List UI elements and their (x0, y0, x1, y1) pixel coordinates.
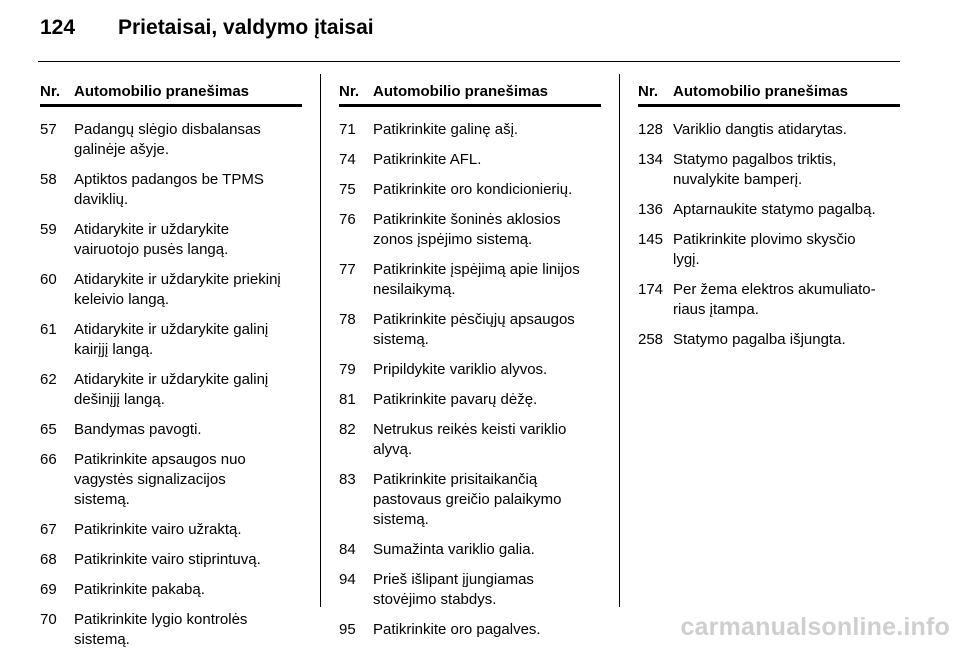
message-number: 67 (40, 521, 57, 538)
column-divider (619, 74, 620, 607)
message-number: 76 (339, 211, 356, 228)
message-line: lygį. (673, 251, 700, 268)
message-line: Patikrinkite apsaugos nuo (74, 451, 246, 468)
table-row (638, 120, 900, 140)
message-text (74, 320, 302, 360)
message-number: 134 (638, 151, 664, 168)
message-text (373, 420, 601, 460)
message-text (673, 280, 900, 320)
table-row (339, 470, 601, 530)
message-line: Aptiktos padangos be TPMS (74, 171, 264, 188)
message-line: zonos įspėjimo sistemą. (373, 231, 533, 248)
message-number: 62 (40, 371, 57, 388)
table-row (638, 150, 900, 190)
table-row (339, 210, 601, 250)
table-row (638, 230, 900, 270)
table-row (40, 450, 302, 510)
message-line: sistemą. (74, 631, 130, 648)
table-row (638, 200, 900, 220)
header-message: Automobilio pranešimas (74, 83, 250, 100)
message-line: Bandymas pavogti. (74, 421, 202, 438)
message-line: sistemą. (373, 331, 429, 348)
table-row (339, 420, 601, 460)
message-number: 61 (40, 321, 57, 338)
message-text (373, 390, 601, 410)
table-row (40, 170, 302, 210)
message-number: 94 (339, 571, 356, 588)
message-line: Patikrinkite pavarų dėžę. (373, 391, 538, 408)
message-line: Patikrinkite vairo stiprintuvą. (74, 551, 261, 568)
message-number: 83 (339, 471, 356, 488)
message-text (673, 200, 900, 220)
table-row (339, 540, 601, 560)
message-line: Variklio dangtis atidarytas. (673, 121, 847, 138)
message-text (74, 550, 302, 570)
message-line: Patikrinkite pakabą. (74, 581, 205, 598)
table-row (40, 420, 302, 440)
message-line: nesilaikymą. (373, 281, 456, 298)
table-row (40, 270, 302, 310)
column-divider (320, 74, 321, 607)
table-row (339, 120, 601, 140)
message-line: sistemą. (74, 491, 130, 508)
message-text (673, 230, 900, 270)
message-text (373, 180, 601, 200)
message-line: Pripildykite variklio alyvos. (373, 361, 548, 378)
header-nr: Nr. (339, 83, 360, 100)
message-line: Patikrinkite pėsčiųjų apsaugos (373, 311, 575, 328)
message-text (373, 310, 601, 350)
table-row (339, 310, 601, 350)
table-header (638, 82, 900, 107)
watermark: carmanualsonline.info (680, 613, 950, 641)
message-line: riaus įtampa. (673, 301, 759, 318)
message-line: Patikrinkite oro pagalves. (373, 621, 541, 638)
message-line: Statymo pagalba išjungta. (673, 331, 846, 348)
header-nr: Nr. (638, 83, 659, 100)
message-number: 136 (638, 201, 664, 218)
table-header (40, 82, 302, 107)
table-row (339, 180, 601, 200)
message-number: 66 (40, 451, 57, 468)
message-number: 70 (40, 611, 57, 628)
message-line: Patikrinkite AFL. (373, 151, 482, 168)
message-number: 95 (339, 621, 356, 638)
table-row (40, 320, 302, 360)
message-line: alyvą. (373, 441, 413, 458)
header-message: Automobilio pranešimas (373, 83, 549, 100)
message-line: Netrukus reikės keisti variklio (373, 421, 567, 438)
message-number: 58 (40, 171, 57, 188)
message-line: kairįjį langą. (74, 341, 154, 358)
message-number: 57 (40, 121, 57, 138)
message-table-column-1 (40, 82, 302, 660)
message-text (74, 580, 302, 600)
message-number: 82 (339, 421, 356, 438)
message-text (74, 370, 302, 410)
message-number: 128 (638, 121, 664, 138)
message-line: sistemą. (373, 511, 429, 528)
message-number: 60 (40, 271, 57, 288)
message-text (74, 270, 302, 310)
table-row (40, 580, 302, 600)
message-text (74, 170, 302, 210)
message-number: 69 (40, 581, 57, 598)
message-table-column-3 (638, 82, 900, 360)
message-line: Padangų slėgio disbalansas (74, 121, 261, 138)
page-number: 124 (40, 16, 76, 39)
message-table-column-2 (339, 82, 601, 650)
message-line: Patikrinkite plovimo skysčio (673, 231, 856, 248)
message-line: Atidarykite ir uždarykite priekinį (74, 271, 281, 288)
message-text (373, 360, 601, 380)
message-line: vairuotojo pusės langą. (74, 241, 229, 258)
message-text (74, 520, 302, 540)
message-text (373, 210, 601, 250)
message-line: Per žema elektros akumuliato- (673, 281, 876, 298)
table-row (40, 520, 302, 540)
message-line: Patikrinkite įspėjimą apie linijos (373, 261, 580, 278)
table-row (339, 360, 601, 380)
message-line: galinėje ašyje. (74, 141, 170, 158)
message-line: Patikrinkite galinę ašį. (373, 121, 519, 138)
table-row (339, 390, 601, 410)
table-row (638, 330, 900, 350)
page-header (40, 16, 374, 46)
message-line: pastovaus greičio palaikymo (373, 491, 562, 508)
message-number: 75 (339, 181, 356, 198)
table-row (40, 370, 302, 410)
table-row (40, 220, 302, 260)
message-line: stovėjimo stabdys. (373, 591, 497, 608)
message-text (74, 610, 302, 650)
message-number: 71 (339, 121, 356, 138)
table-row (339, 570, 601, 610)
message-line: Patikrinkite oro kondicionierių. (373, 181, 573, 198)
message-line: keleivio langą. (74, 291, 170, 308)
message-number: 68 (40, 551, 57, 568)
message-number: 84 (339, 541, 356, 558)
table-header (339, 82, 601, 107)
table-row (339, 260, 601, 300)
message-text (373, 620, 601, 640)
message-line: vagystės signalizacijos (74, 471, 226, 488)
message-line: Patikrinkite prisitaikančią (373, 471, 538, 488)
message-number: 145 (638, 231, 664, 248)
message-number: 77 (339, 261, 356, 278)
message-line: Atidarykite ir uždarykite (74, 221, 230, 238)
message-line: Statymo pagalbos triktis, (673, 151, 837, 168)
message-line: Patikrinkite šoninės aklosios (373, 211, 561, 228)
message-number: 258 (638, 331, 664, 348)
message-text (373, 260, 601, 300)
message-number: 174 (638, 281, 664, 298)
message-text (74, 450, 302, 510)
message-line: Atidarykite ir uždarykite galinį (74, 371, 269, 388)
message-number: 78 (339, 311, 356, 328)
table-row (339, 620, 601, 640)
message-text (373, 120, 601, 140)
header-nr: Nr. (40, 83, 61, 100)
message-number: 65 (40, 421, 57, 438)
message-line: nuvalykite bamperį. (673, 171, 803, 188)
message-line: Patikrinkite vairo užraktą. (74, 521, 242, 538)
message-text (74, 420, 302, 440)
message-text (673, 120, 900, 140)
message-line: Aptarnaukite statymo pagalbą. (673, 201, 876, 218)
message-text (74, 220, 302, 260)
message-line: Sumažinta variklio galia. (373, 541, 535, 558)
table-row (40, 120, 302, 160)
message-number: 59 (40, 221, 57, 238)
message-text (373, 150, 601, 170)
message-text (74, 120, 302, 160)
header-rule (38, 61, 900, 62)
message-line: daviklių. (74, 191, 129, 208)
page-title: Prietaisai, valdymo įtaisai (118, 16, 374, 39)
message-text (373, 540, 601, 560)
message-number: 81 (339, 391, 356, 408)
table-row (40, 610, 302, 650)
message-text (373, 470, 601, 530)
message-line: dešinįjį langą. (74, 391, 165, 408)
message-line: Atidarykite ir uždarykite galinį (74, 321, 269, 338)
message-line: Prieš išlipant įjungiamas (373, 571, 534, 588)
table-row (339, 150, 601, 170)
message-text (373, 570, 601, 610)
table-row (40, 550, 302, 570)
message-text (673, 150, 900, 190)
message-text (673, 330, 900, 350)
table-row (638, 280, 900, 320)
message-line: Patikrinkite lygio kontrolės (74, 611, 248, 628)
message-number: 79 (339, 361, 356, 378)
message-number: 74 (339, 151, 356, 168)
header-message: Automobilio pranešimas (673, 83, 849, 100)
